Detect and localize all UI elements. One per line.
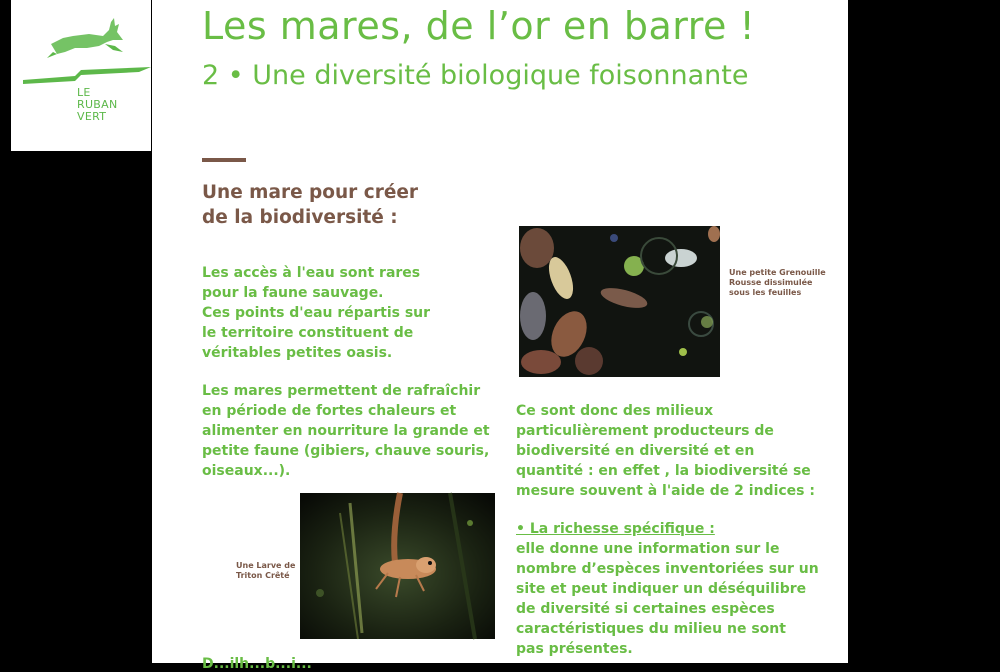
photo-caption-triton: Une Larve de Triton Crêté	[236, 561, 296, 580]
paragraph-mares-benefits: Les mares permettent de rafraîchir en période de fortes chaleurs et alimenter en nourriture la grande et petite faune (gibiers, chauve souris, oiseaux...).	[202, 383, 490, 479]
section-rule	[202, 158, 246, 162]
deer-logo-icon	[11, 0, 151, 151]
document-page	[152, 0, 848, 672]
frog-photo	[519, 226, 720, 377]
section-heading-line: de la biodiversité :	[202, 207, 398, 228]
paragraph-richness: elle donne une information sur le nombre d’espèces inventoriées sur un site et peut indiquer un déséquilibre de diversité si certaines espèces caractéristiques du milieu ne sont pas présentes.	[516, 541, 819, 657]
logo-text-line: VERT	[77, 110, 107, 123]
logo-text-line: LE	[77, 86, 91, 99]
paragraph-water-access: Les accès à l'eau sont rares pour la faune sauvage. Ces points d'eau répartis sur le territoire constituent de véritables petites oasis.	[202, 265, 431, 361]
photo-caption-frog: Une petite Grenouille Rousse dissimulée sous les feuilles	[729, 268, 826, 297]
logo-text	[77, 87, 118, 123]
paragraph-biodiversity-indices: Ce sont donc des milieux particulièrement producteurs de biodiversité en diversité et en quantité : en effet , la biodiversité se mesure souvent à l'aide de 2 indices :	[516, 403, 815, 499]
section-heading-line: Une mare pour créer	[202, 182, 419, 203]
cut-off-text: D...ilh...b...i...	[202, 656, 312, 672]
richness-title: • La richesse spécifique :	[516, 521, 715, 537]
triton-larva-photo	[300, 493, 495, 639]
logo-text-line: RUBAN	[77, 98, 118, 111]
page-title: Les mares, de l’or en barre !	[202, 4, 756, 48]
page-subtitle: 2 • Une diversité biologique foisonnante	[202, 60, 749, 91]
section-heading	[202, 180, 418, 230]
logo	[11, 0, 151, 151]
